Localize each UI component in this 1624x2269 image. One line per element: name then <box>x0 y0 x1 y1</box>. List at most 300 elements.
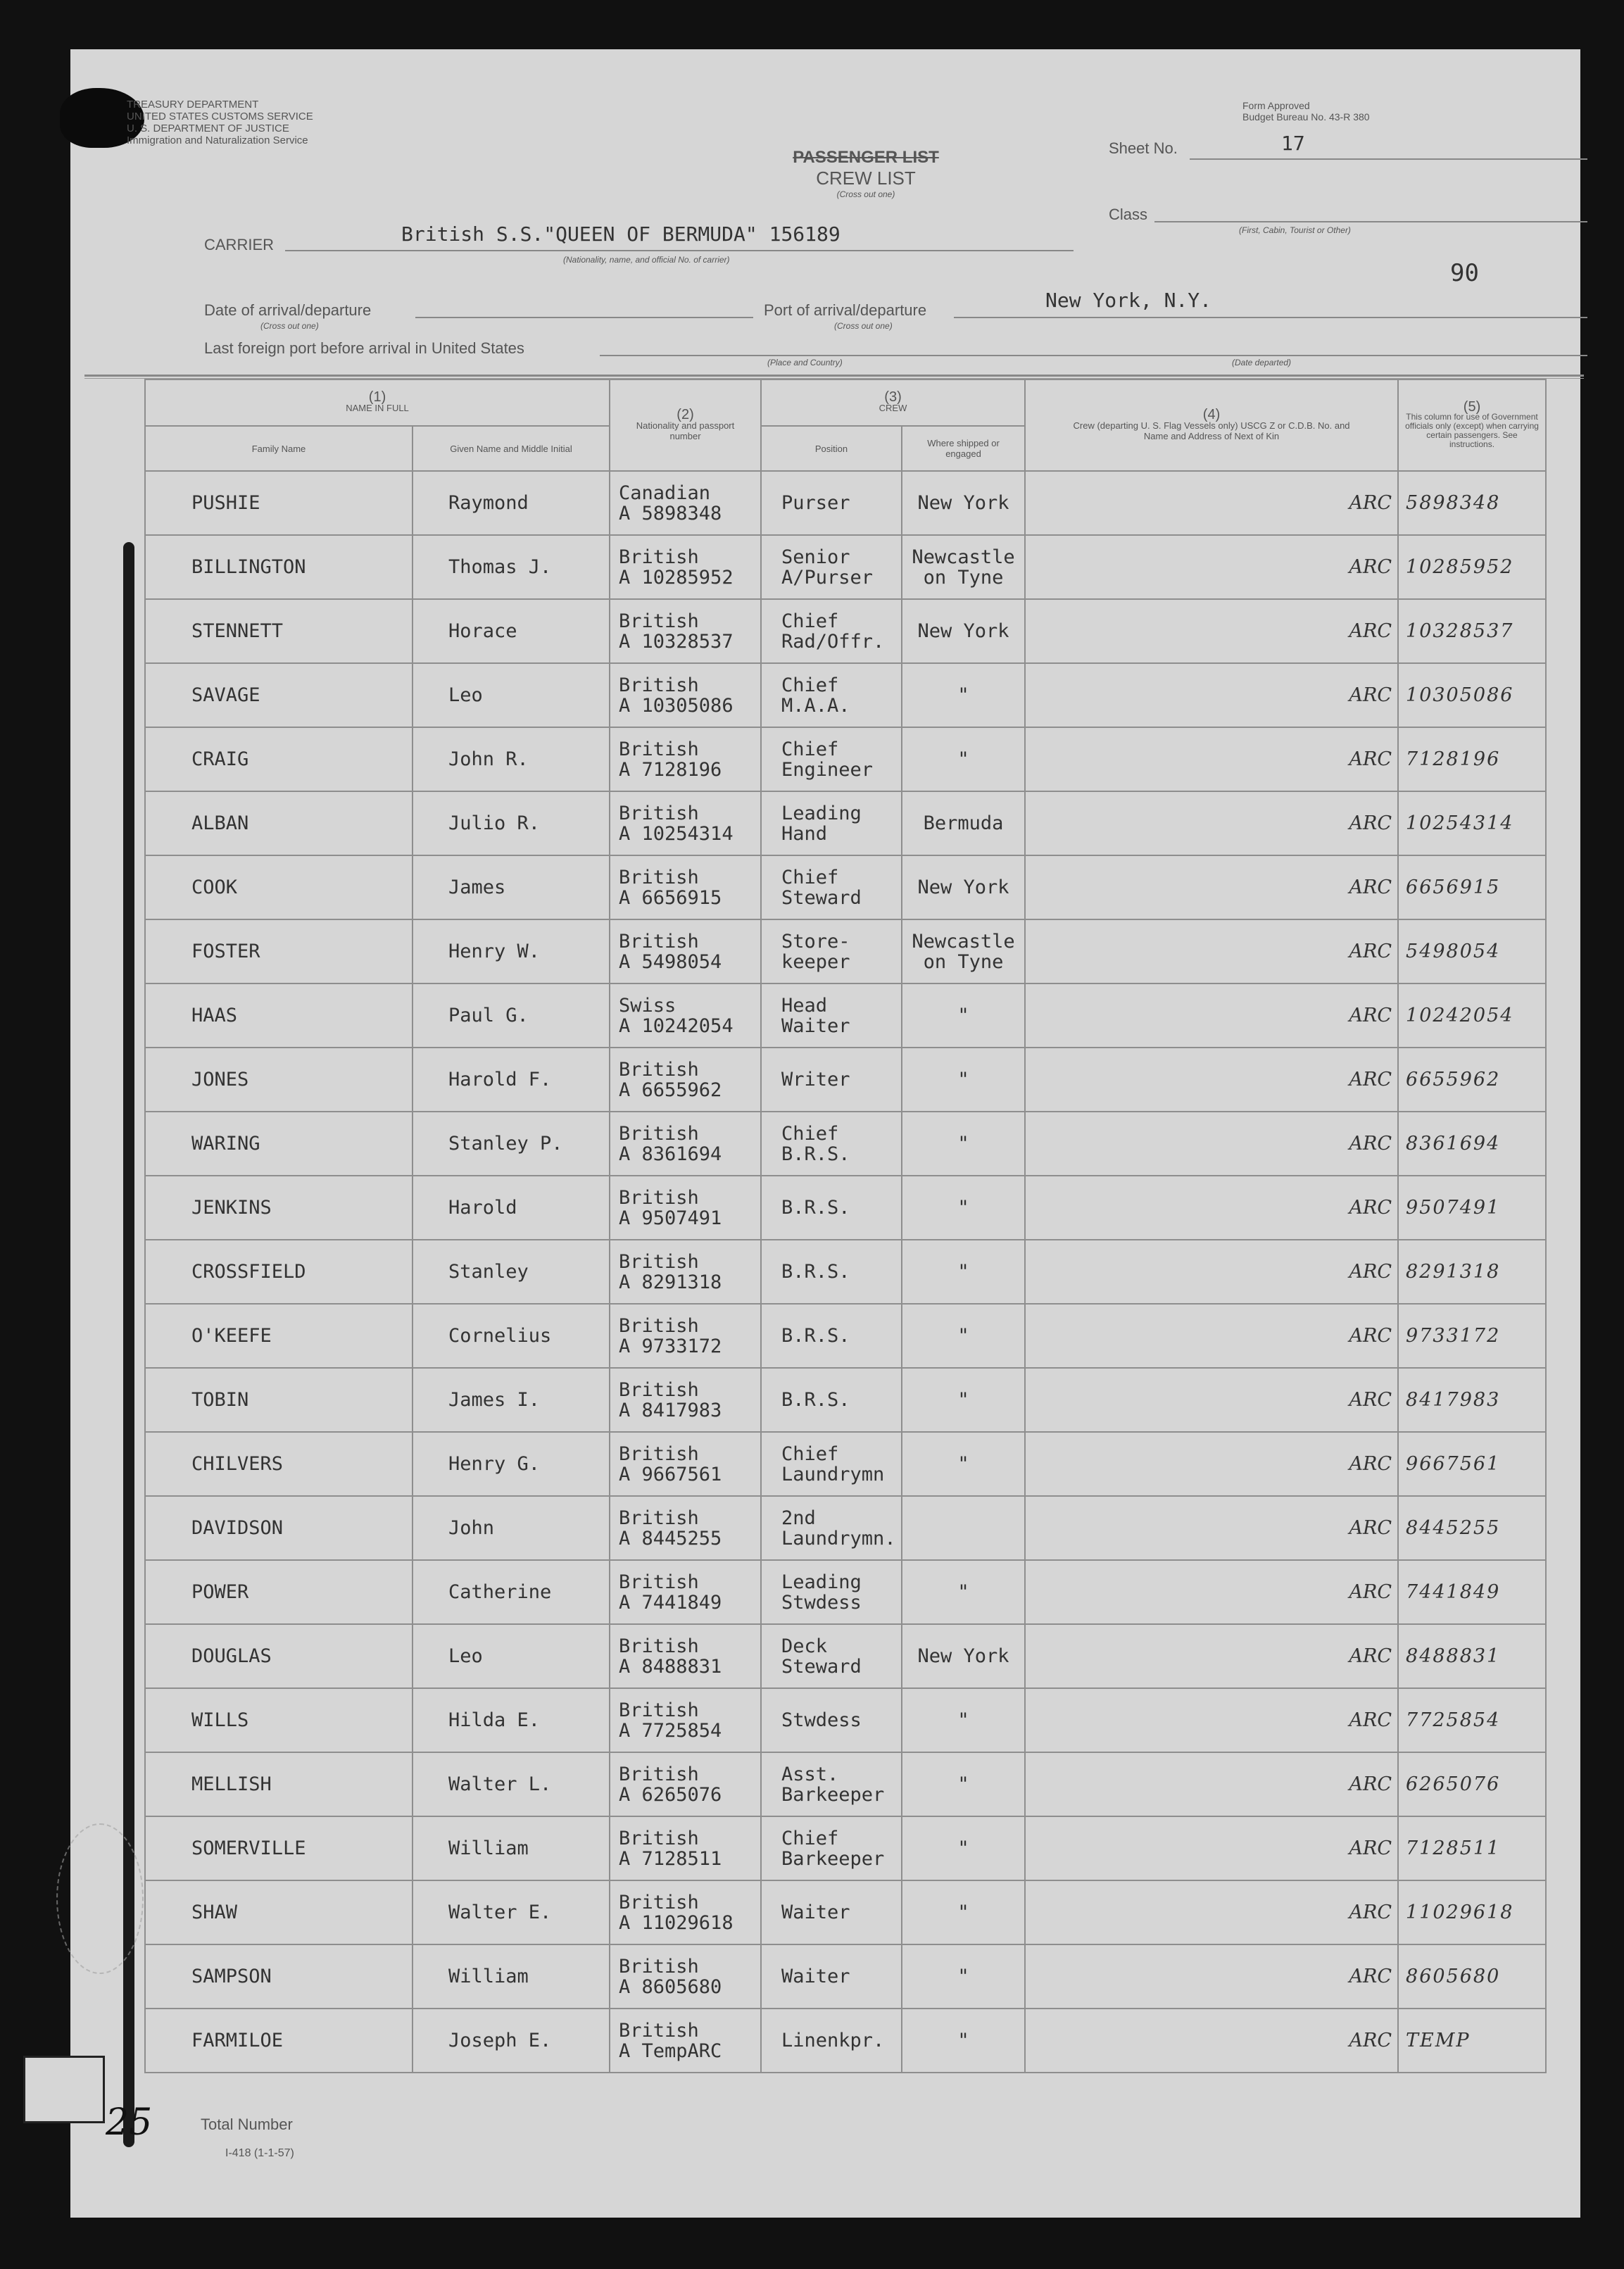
nationality-passport-cell <box>610 1496 761 1560</box>
position-line-1: Store- <box>781 930 850 953</box>
shipped-line-1: New York <box>917 620 1009 642</box>
nationality-passport-cell <box>610 1752 761 1816</box>
position-cell <box>761 791 902 855</box>
passport-number: A 5898348 <box>619 502 722 524</box>
position-cell <box>761 1816 902 1880</box>
given-name: John <box>413 1496 610 1560</box>
given-name: Raymond <box>413 471 610 535</box>
position-line-1: Asst. <box>781 1763 839 1785</box>
position-cell <box>761 471 902 535</box>
given-name: William <box>413 1944 610 2009</box>
handwritten-number: 8488831 <box>1398 1624 1546 1688</box>
shipped-cell <box>902 1240 1025 1304</box>
table-row <box>145 471 1546 535</box>
handwritten-arc: ARC <box>1025 1048 1398 1112</box>
name-column-header <box>145 379 610 426</box>
table-row <box>145 1496 1546 1560</box>
nationality-passport-cell <box>610 1240 761 1304</box>
position-line-2: B.R.S. <box>781 1325 850 1347</box>
handwritten-number: 7128511 <box>1398 1816 1546 1880</box>
header-rule <box>84 375 1584 377</box>
handwritten-number: 9733172 <box>1398 1304 1546 1368</box>
shipped-cell <box>902 471 1025 535</box>
table-row <box>145 1368 1546 1432</box>
position-cell <box>761 1944 902 2009</box>
position-line-2: B.R.S. <box>781 1197 850 1219</box>
crew-rows <box>145 471 1546 2073</box>
table-row <box>145 1176 1546 1240</box>
struck-title: PASSENGER LIST <box>793 148 939 167</box>
passport-number: A 8291318 <box>619 1271 722 1293</box>
family-name: HAAS <box>145 983 413 1048</box>
col5-title: This column for use of Government officials only (except) when carrying certain passengers. See instructions. <box>1405 411 1539 449</box>
nationality-passport-cell <box>610 535 761 599</box>
port-note: (Cross out one) <box>834 321 893 331</box>
form-approved-label: Form Approved <box>1242 100 1310 111</box>
shipped-cell <box>902 983 1025 1048</box>
shipped-line-2: " <box>957 1837 969 1859</box>
position-line-2: A/Purser <box>781 566 874 589</box>
table-row <box>145 727 1546 791</box>
handwritten-arc: ARC <box>1025 599 1398 663</box>
handwritten-arc: ARC <box>1025 983 1398 1048</box>
position-line-2: Writer <box>781 1069 850 1090</box>
class-note: (First, Cabin, Tourist or Other) <box>1239 225 1351 235</box>
shipped-cell <box>902 855 1025 919</box>
handwritten-number: 6655962 <box>1398 1048 1546 1112</box>
position-line-2: Steward <box>781 1655 862 1678</box>
given-name: Henry W. <box>413 919 610 983</box>
shipped-cell <box>902 2009 1025 2073</box>
handwritten-number: 7128196 <box>1398 727 1546 791</box>
family-name: SAVAGE <box>145 663 413 727</box>
handwritten-arc: ARC <box>1025 1176 1398 1240</box>
nationality: British <box>619 1250 699 1273</box>
form-number: I-418 (1-1-57) <box>225 2147 294 2159</box>
position-line-2: keeper <box>781 950 850 973</box>
table-row <box>145 1560 1546 1624</box>
position-line-2: Laundrymn <box>781 1463 885 1485</box>
col3-title: CREW <box>879 403 907 413</box>
port-label: Port of arrival/departure <box>764 301 927 319</box>
shipped-cell <box>902 1048 1025 1112</box>
table-row <box>145 1432 1546 1496</box>
position-cell <box>761 1432 902 1496</box>
table-row <box>145 2009 1546 2073</box>
position-line-1: Leading <box>781 802 862 824</box>
handwritten-number: 10254314 <box>1398 791 1546 855</box>
shipped-line-2: " <box>957 1966 969 1987</box>
handwritten-number: 5498054 <box>1398 919 1546 983</box>
passport-number: A 7128511 <box>619 1847 722 1870</box>
col3-number: (3) <box>884 389 902 405</box>
position-cell <box>761 1560 902 1624</box>
handwritten-arc: ARC <box>1025 1496 1398 1560</box>
position-cell <box>761 1112 902 1176</box>
family-name: CHILVERS <box>145 1432 413 1496</box>
shipped-cell <box>902 663 1025 727</box>
passport-number: A 9507491 <box>619 1207 722 1229</box>
shipped-cell <box>902 1752 1025 1816</box>
shipped-cell <box>902 1112 1025 1176</box>
passport-number: A 8488831 <box>619 1655 722 1678</box>
given-name: Stanley P. <box>413 1112 610 1176</box>
handwritten-number: 8291318 <box>1398 1240 1546 1304</box>
handwritten-arc: ARC <box>1025 1752 1398 1816</box>
family-name: SHAW <box>145 1880 413 1944</box>
position-cell <box>761 1688 902 1752</box>
handwritten-number: 9667561 <box>1398 1432 1546 1496</box>
given-name: Henry G. <box>413 1432 610 1496</box>
position-line-2: Purser <box>781 492 850 514</box>
carrier-value: British S.S."QUEEN OF BERMUDA" 156189 <box>401 222 841 246</box>
nationality-passport-cell <box>610 1304 761 1368</box>
position-line-2: Waiter <box>781 1014 850 1037</box>
position-cell <box>761 1240 902 1304</box>
nationality: British <box>619 1186 699 1209</box>
place-note: (Place and Country) <box>767 358 843 367</box>
shipped-cell <box>902 1496 1025 1560</box>
given-name: Stanley <box>413 1240 610 1304</box>
carrier-note: (Nationality, name, and official No. of carrier) <box>563 255 730 265</box>
budget-bureau-number: Budget Bureau No. 43-R 380 <box>1242 111 1370 122</box>
passport-number: A 10254314 <box>619 822 734 845</box>
passport-number: A 11029618 <box>619 1911 734 1934</box>
position-cell <box>761 1304 902 1368</box>
family-name-header: Family Name <box>145 426 413 471</box>
given-name: James I. <box>413 1368 610 1432</box>
family-name: STENNETT <box>145 599 413 663</box>
family-name: DOUGLAS <box>145 1624 413 1688</box>
table-row <box>145 1816 1546 1880</box>
position-cell <box>761 1048 902 1112</box>
passport-number: A 7441849 <box>619 1591 722 1614</box>
position-line-1: Chief <box>781 610 839 632</box>
position-line-2: Steward <box>781 886 862 909</box>
handwritten-arc: ARC <box>1025 2009 1398 2073</box>
passport-number: A 5498054 <box>619 950 722 973</box>
handwritten-arc: ARC <box>1025 1368 1398 1432</box>
table-row <box>145 599 1546 663</box>
nationality-passport-cell <box>610 1368 761 1432</box>
given-name: Joseph E. <box>413 2009 610 2073</box>
col1-number: (1) <box>368 389 386 405</box>
handwritten-arc: ARC <box>1025 1560 1398 1624</box>
nationality-passport-cell <box>610 2009 761 2073</box>
handwritten-number: 7725854 <box>1398 1688 1546 1752</box>
handwritten-arc: ARC <box>1025 1880 1398 1944</box>
handwritten-number: TEMP <box>1398 2009 1546 2073</box>
given-name: James <box>413 855 610 919</box>
shipped-cell <box>902 1688 1025 1752</box>
sheet-number: 17 <box>1281 132 1305 155</box>
nationality-passport-cell <box>610 1048 761 1112</box>
nationality-passport-cell <box>610 983 761 1048</box>
passport-number: A 7128196 <box>619 758 722 781</box>
position-cell <box>761 663 902 727</box>
nationality: British <box>619 546 699 568</box>
nationality: British <box>619 1763 699 1785</box>
agency-line: UNITED STATES CUSTOMS SERVICE <box>127 111 313 122</box>
handwritten-number: 8605680 <box>1398 1944 1546 2009</box>
total-box <box>23 2056 105 2123</box>
position-line-2: Stwdess <box>781 1709 862 1731</box>
position-line-2: Hand <box>781 822 828 845</box>
given-name: Leo <box>413 1624 610 1688</box>
handwritten-number: 5898348 <box>1398 471 1546 535</box>
passport-number: A 8417983 <box>619 1399 722 1421</box>
position-cell <box>761 1496 902 1560</box>
given-name: Paul G. <box>413 983 610 1048</box>
nationality: British <box>619 674 699 696</box>
family-name: O'KEEFE <box>145 1304 413 1368</box>
passport-number: A 6656915 <box>619 886 722 909</box>
shipped-line-2: " <box>957 1773 969 1795</box>
position-line-1: Leading <box>781 1571 862 1593</box>
family-name: CROSSFIELD <box>145 1240 413 1304</box>
shipped-line-2: Bermuda <box>923 812 1004 834</box>
position-line-1: Chief <box>781 738 839 760</box>
nationality: British <box>619 930 699 953</box>
shipped-line-2: " <box>957 1389 969 1411</box>
nationality: Canadian <box>619 482 711 504</box>
cross-out-note: (Cross out one) <box>836 189 895 199</box>
form-title: CREW LIST <box>816 168 916 189</box>
passport-number: A 8605680 <box>619 1975 722 1998</box>
position-cell <box>761 919 902 983</box>
given-name: Harold F. <box>413 1048 610 1112</box>
handwritten-arc: ARC <box>1025 471 1398 535</box>
position-line-2: Laundrymn. <box>781 1527 896 1550</box>
table-row <box>145 535 1546 599</box>
position-line-1: 2nd <box>781 1507 816 1529</box>
nationality: British <box>619 1122 699 1145</box>
family-name: DAVIDSON <box>145 1496 413 1560</box>
family-name: WILLS <box>145 1688 413 1752</box>
handwritten-number: 10305086 <box>1398 663 1546 727</box>
class-label: Class <box>1109 206 1148 223</box>
table-row <box>145 1112 1546 1176</box>
position-line-2: Barkeeper <box>781 1783 885 1806</box>
position-cell <box>761 1624 902 1688</box>
position-line-1: Chief <box>781 1443 839 1465</box>
nationality-column-header <box>610 379 761 471</box>
handwritten-arc: ARC <box>1025 535 1398 599</box>
col1-title: NAME IN FULL <box>346 403 409 413</box>
nationality-passport-cell <box>610 1560 761 1624</box>
nationality-passport-cell <box>610 855 761 919</box>
nationality-passport-cell <box>610 1112 761 1176</box>
handwritten-arc: ARC <box>1025 1112 1398 1176</box>
passport-number: A 9667561 <box>619 1463 722 1485</box>
position-cell <box>761 535 902 599</box>
nationality-passport-cell <box>610 663 761 727</box>
nationality-passport-cell <box>610 1432 761 1496</box>
given-name: John R. <box>413 727 610 791</box>
handwritten-arc: ARC <box>1025 919 1398 983</box>
nationality-passport-cell <box>610 599 761 663</box>
shipped-line-2: " <box>957 684 969 706</box>
family-name: MELLISH <box>145 1752 413 1816</box>
table-row <box>145 983 1546 1048</box>
handwritten-number: 8445255 <box>1398 1496 1546 1560</box>
where-shipped-header: Where shipped or engaged <box>902 426 1025 471</box>
last-port-label: Last foreign port before arrival in United States <box>204 339 524 357</box>
position-cell <box>761 1176 902 1240</box>
total-label: Total Number <box>201 2116 293 2133</box>
handwritten-number: 9507491 <box>1398 1176 1546 1240</box>
table-row <box>145 1880 1546 1944</box>
passport-number: A 8361694 <box>619 1143 722 1165</box>
date-departed-note: (Date departed) <box>1232 358 1292 367</box>
shipped-line-2: New York <box>917 1645 1009 1667</box>
given-name: Julio R. <box>413 791 610 855</box>
passport-number: A 7725854 <box>619 1719 722 1742</box>
position-line-2: Stwdess <box>781 1591 862 1614</box>
nationality: British <box>619 1635 699 1657</box>
handwritten-number: 8361694 <box>1398 1112 1546 1176</box>
family-name: ALBAN <box>145 791 413 855</box>
position-line-2: B.R.S. <box>781 1261 850 1283</box>
shipped-line-2: " <box>957 1453 969 1475</box>
given-name-header: Given Name and Middle Initial <box>413 426 610 471</box>
family-name: FARMILOE <box>145 2009 413 2073</box>
position-cell <box>761 727 902 791</box>
passport-number: A 8445255 <box>619 1527 722 1550</box>
shipped-cell <box>902 919 1025 983</box>
family-name: TOBIN <box>145 1368 413 1432</box>
nationality-passport-cell <box>610 1880 761 1944</box>
nationality: British <box>619 866 699 888</box>
table-row <box>145 1624 1546 1688</box>
family-name: SOMERVILLE <box>145 1816 413 1880</box>
position-cell <box>761 1752 902 1816</box>
given-name: Horace <box>413 599 610 663</box>
table-row <box>145 663 1546 727</box>
shipped-line-2: " <box>957 1709 969 1731</box>
position-cell <box>761 855 902 919</box>
handwritten-arc: ARC <box>1025 1816 1398 1880</box>
family-name: PUSHIE <box>145 471 413 535</box>
given-name: Hilda E. <box>413 1688 610 1752</box>
agency-line: TREASURY DEPARTMENT <box>127 99 259 111</box>
handwritten-number: 8417983 <box>1398 1368 1546 1432</box>
handwritten-number: 11029618 <box>1398 1880 1546 1944</box>
family-name: CRAIG <box>145 727 413 791</box>
col4-title: Crew (departing U. S. Flag Vessels only) USCG Z or C.D.B. No. and Name and Address of Next of Kin <box>1073 420 1350 441</box>
shipped-line-2: " <box>957 1005 969 1026</box>
col2-number: (2) <box>676 406 694 422</box>
position-line-1: Deck <box>781 1635 828 1657</box>
next-of-kin-column-header <box>1025 379 1398 471</box>
handwritten-number: 10328537 <box>1398 599 1546 663</box>
table-row <box>145 1752 1546 1816</box>
position-header: Position <box>761 426 902 471</box>
position-line-1: Head <box>781 994 828 1017</box>
family-name: COOK <box>145 855 413 919</box>
form-title-block <box>746 148 986 199</box>
shipped-cell <box>902 1944 1025 2009</box>
handwritten-number: 7441849 <box>1398 1560 1546 1624</box>
shipped-cell <box>902 535 1025 599</box>
given-name: Catherine <box>413 1560 610 1624</box>
nationality: British <box>619 1314 699 1337</box>
table-row <box>145 1688 1546 1752</box>
position-line-2: M.A.A. <box>781 694 850 717</box>
column-header-row-top <box>145 379 1546 426</box>
handwritten-number: 6656915 <box>1398 855 1546 919</box>
shipped-cell <box>902 1816 1025 1880</box>
sheet-label: Sheet No. <box>1109 139 1178 157</box>
nationality: British <box>619 1699 699 1721</box>
family-name: WARING <box>145 1112 413 1176</box>
table-row <box>145 1304 1546 1368</box>
shipped-line-2: " <box>957 1069 969 1090</box>
passport-number: A 10242054 <box>619 1014 734 1037</box>
table-row <box>145 791 1546 855</box>
shipped-line-2: " <box>957 1581 969 1603</box>
shipped-cell <box>902 599 1025 663</box>
family-name: SAMPSON <box>145 1944 413 2009</box>
family-name: BILLINGTON <box>145 535 413 599</box>
handwritten-arc: ARC <box>1025 1240 1398 1304</box>
passport-number: A 9733172 <box>619 1335 722 1357</box>
nationality: Swiss <box>619 994 676 1017</box>
table-row <box>145 1240 1546 1304</box>
shipped-line-2: " <box>957 1902 969 1923</box>
carrier-label: CARRIER <box>204 236 275 253</box>
passport-number: A 6655962 <box>619 1079 722 1101</box>
date-label: Date of arrival/departure <box>204 301 372 319</box>
family-name: JONES <box>145 1048 413 1112</box>
passport-number: A 10328537 <box>619 630 734 653</box>
shipped-line-2: " <box>957 1133 969 1155</box>
given-name: Leo <box>413 663 610 727</box>
passport-number: A 10285952 <box>619 566 734 589</box>
shipped-cell <box>902 1880 1025 1944</box>
position-cell <box>761 2009 902 2073</box>
position-line-2: Rad/Offr. <box>781 630 885 653</box>
given-name: Cornelius <box>413 1304 610 1368</box>
given-name: William <box>413 1816 610 1880</box>
position-cell <box>761 599 902 663</box>
family-name: FOSTER <box>145 919 413 983</box>
nationality: British <box>619 1571 699 1593</box>
position-line-1: Chief <box>781 1827 839 1849</box>
handwritten-arc: ARC <box>1025 1688 1398 1752</box>
nationality: British <box>619 1891 699 1913</box>
table-row <box>145 855 1546 919</box>
shipped-cell <box>902 1176 1025 1240</box>
nationality-passport-cell <box>610 727 761 791</box>
shipped-line-2: New York <box>917 876 1009 898</box>
position-line-1: Chief <box>781 866 839 888</box>
handwritten-arc: ARC <box>1025 1304 1398 1368</box>
handwritten-number: 10285952 <box>1398 535 1546 599</box>
nationality: British <box>619 1955 699 1978</box>
handwritten-arc: ARC <box>1025 855 1398 919</box>
nationality: British <box>619 738 699 760</box>
shipped-cell <box>902 1624 1025 1688</box>
position-line-1: Chief <box>781 674 839 696</box>
shipped-line-2: " <box>957 1197 969 1219</box>
shipped-line-2: " <box>957 1325 969 1347</box>
col4-number: (4) <box>1202 406 1221 422</box>
family-name: POWER <box>145 1560 413 1624</box>
shipped-line-2: New York <box>917 492 1009 514</box>
shipped-line-2: " <box>957 2030 969 2051</box>
nationality-passport-cell <box>610 1624 761 1688</box>
